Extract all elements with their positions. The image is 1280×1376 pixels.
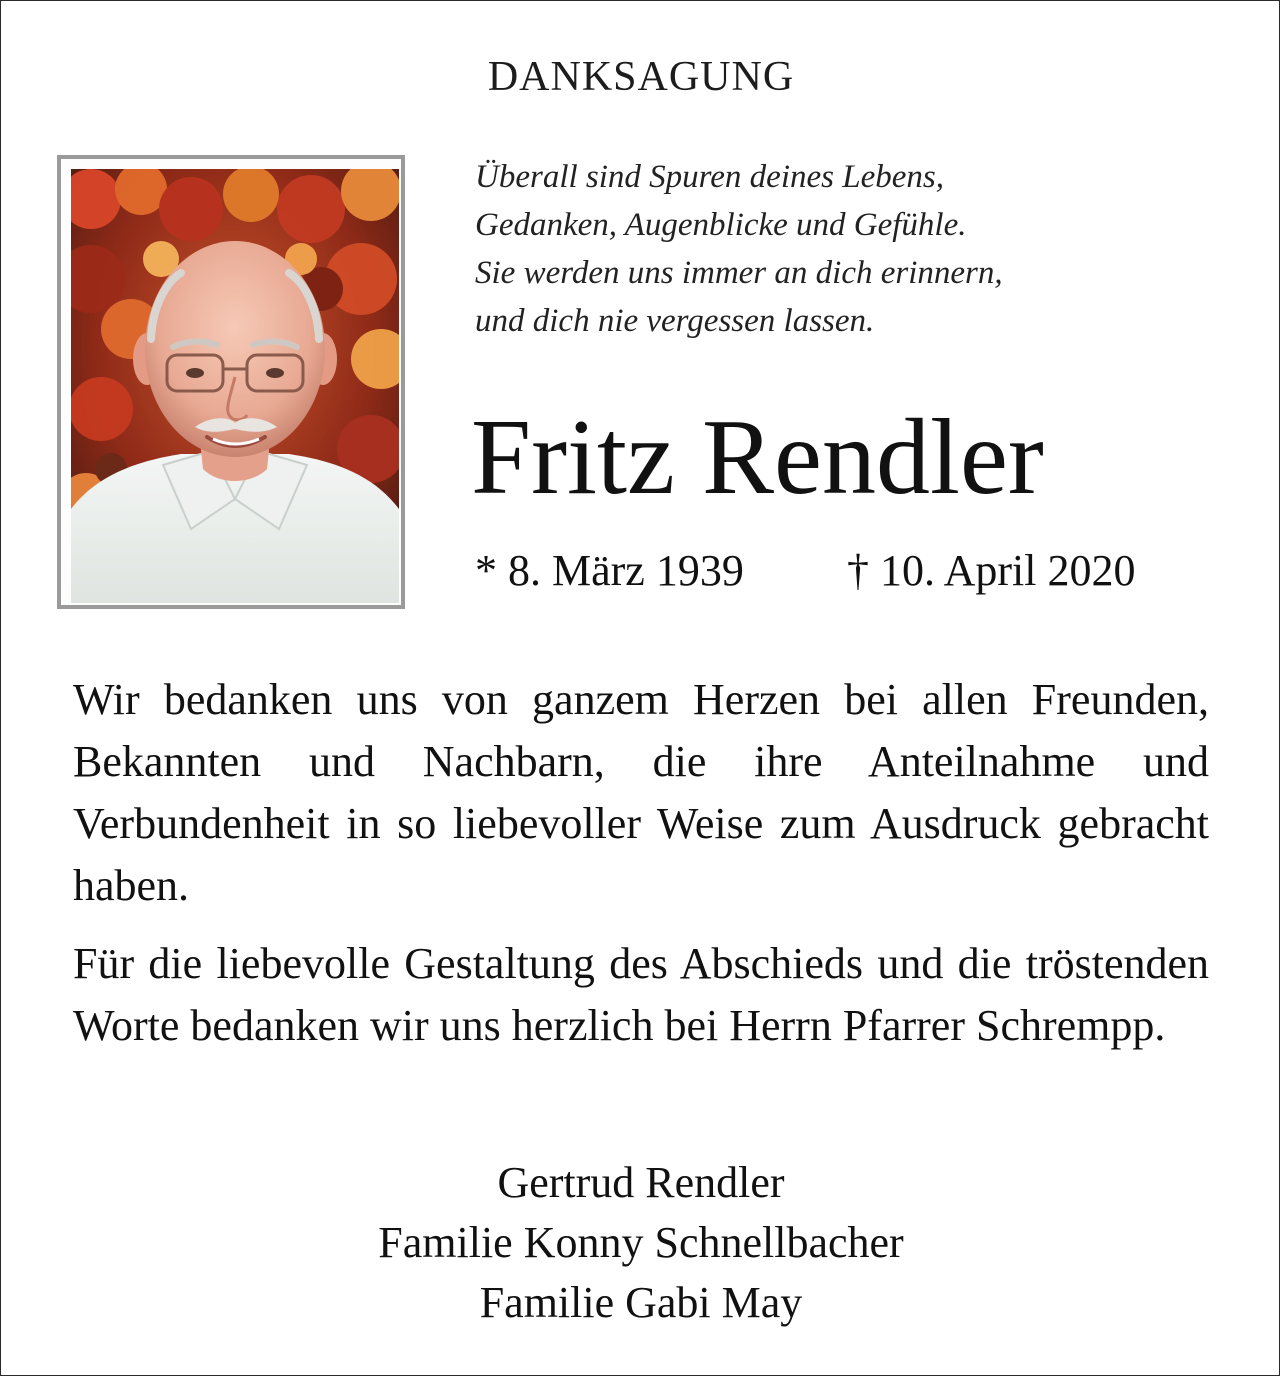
birth-date: * 8. März 1939 (475, 546, 744, 595)
notice-heading: DANKSAGUNG (487, 54, 795, 100)
portrait-frame (57, 155, 405, 609)
signatories (1, 1153, 1280, 1333)
poem-line: Gedanken, Augenblicke und Gefühle. (475, 207, 967, 243)
signatory: Familie Konny Schnellbacher (378, 1218, 904, 1267)
thanks-paragraph: Wir bedanken uns von ganzem Herzen bei allen Freunden, Bekannten und Nachbarn, die ihre Anteilnahme und Verbundenheit in so liebevoller Weise zum Ausdruck gebracht haben. (73, 675, 1209, 910)
thanks-paragraph: Für die liebevolle Gestaltung des Abschieds und die tröstenden Worte bedanken wir uns herzlich bei Herrn Pfarrer Schrempp. (73, 939, 1209, 1050)
portrait-photo (71, 169, 399, 603)
deceased-name: Fritz Rendler (471, 398, 1044, 517)
death-date: † 10. April 2020 (847, 546, 1136, 595)
memorial-poem (475, 153, 1195, 345)
signatory: Familie Gabi May (479, 1278, 803, 1327)
poem-line: Sie werden uns immer an dich erinnern, (475, 255, 1003, 291)
poem-line: und dich nie vergessen lassen. (475, 303, 875, 339)
signatory: Gertrud Rendler (497, 1158, 785, 1207)
poem-line: Überall sind Spuren deines Lebens, (475, 159, 944, 195)
